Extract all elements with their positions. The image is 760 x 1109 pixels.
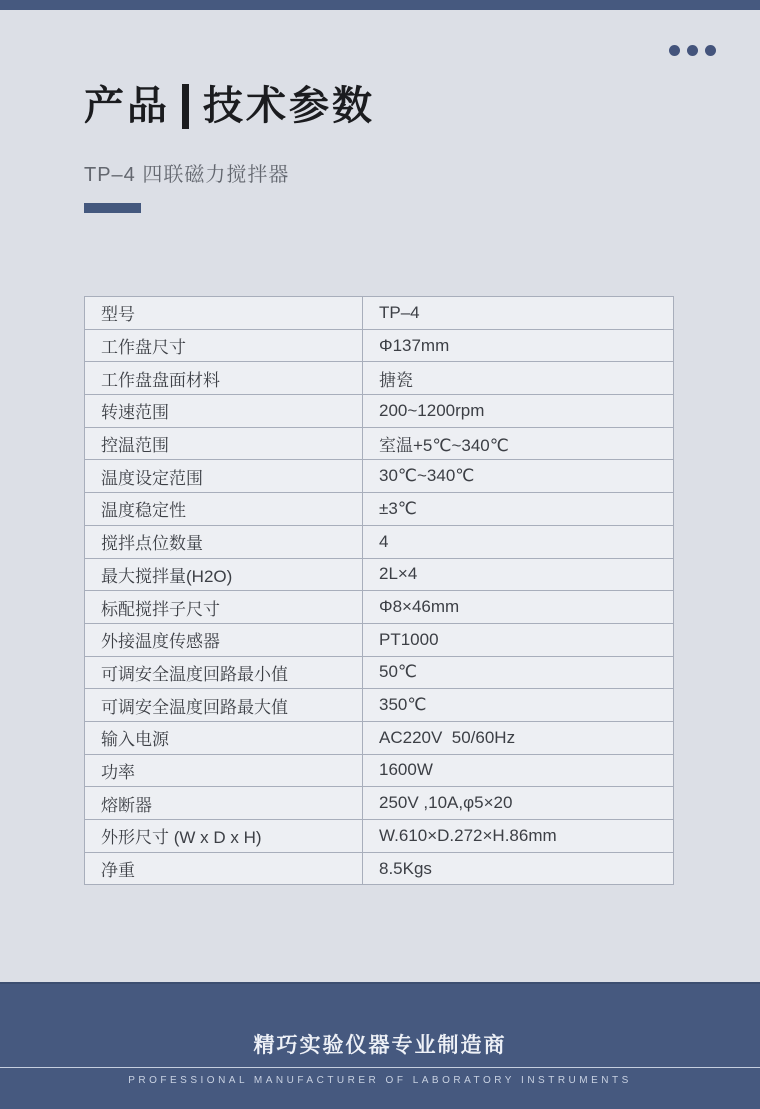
top-accent-bar: [0, 0, 760, 10]
table-row: [85, 721, 674, 754]
spec-value: 350℃: [363, 689, 674, 722]
table-row: [85, 427, 674, 460]
spec-value: 50℃: [363, 656, 674, 689]
spec-label: 工作盘尺寸: [85, 329, 363, 362]
table-row: [85, 689, 674, 722]
spec-value: 4: [363, 525, 674, 558]
spec-value: TP–4: [363, 297, 674, 330]
spec-label: 功率: [85, 754, 363, 787]
spec-label: 输入电源: [85, 721, 363, 754]
spec-table-body: [85, 297, 674, 885]
spec-value: 250V ,10A,φ5×20: [363, 787, 674, 820]
spec-label: 外形尺寸 (W x D x H): [85, 820, 363, 853]
spec-value: 200~1200rpm: [363, 395, 674, 428]
spec-label: 可调安全温度回路最大值: [85, 689, 363, 722]
page-title-prefix: 产品: [84, 84, 170, 128]
table-row: [85, 852, 674, 885]
spec-value: 30℃~340℃: [363, 460, 674, 493]
spec-label: 控温范围: [85, 427, 363, 460]
table-row: [85, 525, 674, 558]
spec-value: 搪瓷: [363, 362, 674, 395]
spec-value: Φ137mm: [363, 329, 674, 362]
table-row: [85, 820, 674, 853]
spec-table: [84, 296, 674, 885]
footer-slogan-cn: 精巧实验仪器专业制造商: [253, 1034, 507, 1057]
spec-label: 搅拌点位数量: [85, 525, 363, 558]
footer: [0, 982, 760, 1109]
spec-value: 8.5Kgs: [363, 852, 674, 885]
spec-label: 温度稳定性: [85, 493, 363, 526]
table-row: [85, 591, 674, 624]
table-row: [85, 329, 674, 362]
spec-value: PT1000: [363, 623, 674, 656]
spec-value: 2L×4: [363, 558, 674, 591]
spec-label: 净重: [85, 852, 363, 885]
spec-value: 1600W: [363, 754, 674, 787]
table-row: [85, 558, 674, 591]
spec-label: 转速范围: [85, 395, 363, 428]
table-row: [85, 460, 674, 493]
table-row: [85, 787, 674, 820]
table-row: [85, 656, 674, 689]
spec-label: 标配搅拌子尺寸: [85, 591, 363, 624]
spec-label: 熔断器: [85, 787, 363, 820]
spec-label: 最大搅拌量(H2O): [85, 558, 363, 591]
dot-icon: [669, 45, 680, 56]
dot-icon: [687, 45, 698, 56]
title-divider-bar: [182, 84, 189, 129]
table-row: [85, 493, 674, 526]
table-row: [85, 623, 674, 656]
footer-slogan-en: PROFESSIONAL MANUFACTURER OF LABORATORY INSTRUMENTS: [128, 1075, 632, 1086]
spec-value: AC220V 50/60Hz: [363, 721, 674, 754]
ellipsis-dots-icon: [669, 45, 716, 56]
spec-label: 外接温度传感器: [85, 623, 363, 656]
spec-value: W.610×D.272×H.86mm: [363, 820, 674, 853]
table-row: [85, 362, 674, 395]
table-row: [85, 297, 674, 330]
dot-icon: [705, 45, 716, 56]
table-row: [85, 754, 674, 787]
table-row: [85, 395, 674, 428]
spec-value: 室温+5℃~340℃: [363, 427, 674, 460]
spec-label: 可调安全温度回路最小值: [85, 656, 363, 689]
spec-label: 型号: [85, 297, 363, 330]
accent-chip: [84, 203, 141, 213]
footer-divider-rule: [0, 1067, 760, 1068]
page-title: [84, 82, 375, 130]
spec-value: Φ8×46mm: [363, 591, 674, 624]
spec-label: 温度设定范围: [85, 460, 363, 493]
spec-value: ±3℃: [363, 493, 674, 526]
spec-label: 工作盘盘面材料: [85, 362, 363, 395]
product-subtitle: TP–4 四联磁力搅拌器: [84, 164, 290, 186]
page-title-suffix: 技术参数: [203, 84, 375, 128]
